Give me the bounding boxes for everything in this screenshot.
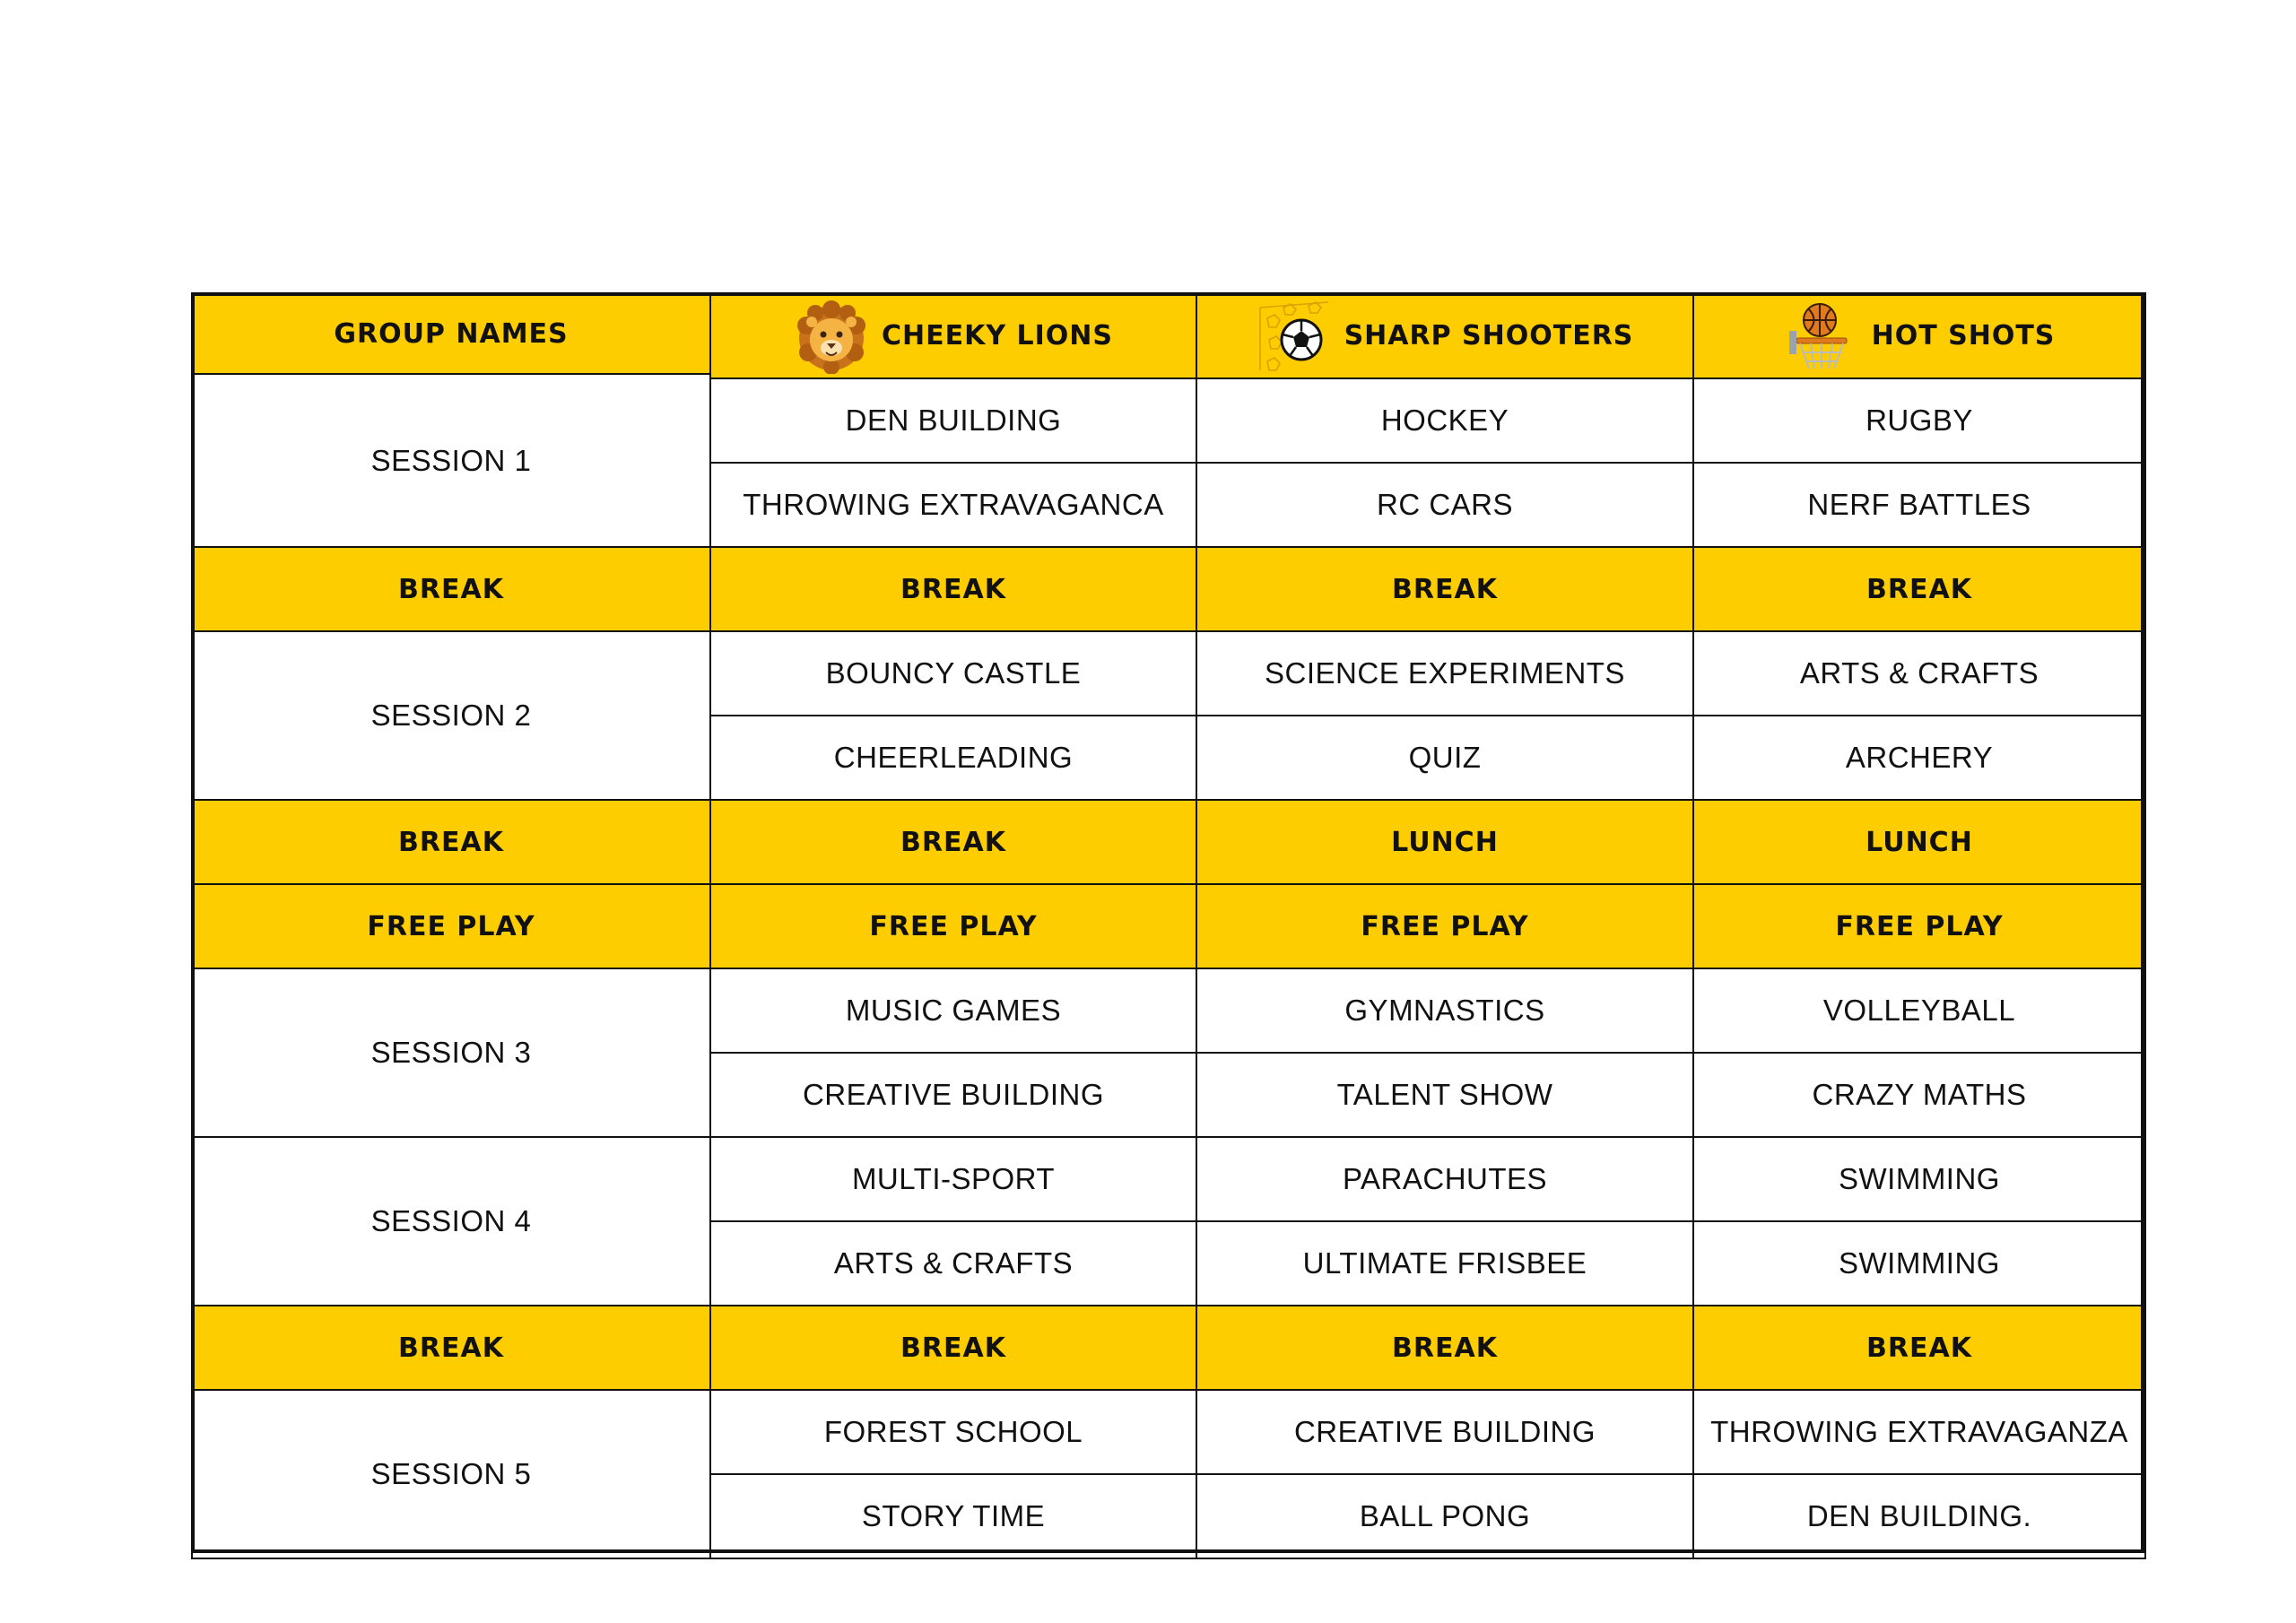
break-cell-break-label: BREAK [1866,573,1972,605]
activity-cell [1692,1220,2146,1306]
break-cell-break [709,799,1197,885]
activity-cell [709,1389,1197,1475]
break-label-break [191,799,711,885]
activity-cell-label: NERF BATTLES [1807,488,2031,521]
break-cell-break-label: BREAK [1392,1332,1498,1364]
group-names-header-label: GROUP NAMES [334,317,569,350]
break-cell-break-label: BREAK [1392,573,1498,605]
session-label-session-5 [191,1389,711,1559]
activity-cell [1196,1136,1694,1222]
activity-cell [1196,1052,1694,1138]
activity-cell-label: GYMNASTICS [1344,994,1545,1027]
break-label-break-label: BREAK [398,1332,504,1364]
break-cell-lunch [1196,799,1694,885]
activity-cell-label: DEN BUILDING [845,404,1062,437]
group-name: CHEEKY LIONS [881,320,1114,352]
break-label-free-play [191,883,711,969]
activity-cell-label: RUGBY [1866,404,1973,437]
activity-cell-label: HOCKEY [1380,404,1509,437]
activity-cell-label: CRAZY MATHS [1812,1078,2027,1111]
break-label-break [191,1305,711,1391]
activity-cell [1692,1389,2146,1475]
session-label-session-3 [191,968,711,1138]
activity-cell-label: ARCHERY [1845,741,1994,774]
activity-cell [1196,715,1694,801]
activity-cell [1196,1389,1694,1475]
group-header-hot-shots [1692,292,2146,379]
break-cell-break-label: BREAK [900,573,1006,605]
activity-cell-label: THROWING EXTRAVAGANCA [743,488,1164,521]
activity-cell-label: ULTIMATE FRISBEE [1302,1246,1587,1280]
break-label-break [191,546,711,632]
activity-cell [1196,462,1694,548]
activity-cell-label: QUIZ [1408,741,1482,774]
break-cell-break [709,1305,1197,1391]
break-label-free-play-label: FREE PLAY [367,910,535,942]
break-cell-break-label: BREAK [900,826,1006,858]
session-label-session-2-label: SESSION 2 [370,699,532,732]
activity-cell-label: DEN BUILDING. [1806,1499,2032,1532]
session-label-session-1 [191,373,711,548]
break-cell-free-play [1196,883,1694,969]
activity-cell-label: CREATIVE BUILDING [802,1078,1105,1111]
activity-cell [1692,1052,2146,1138]
basketball-hoop-icon [1784,299,1859,374]
activity-cell-label: VOLLEYBALL [1822,994,2016,1027]
activity-cell [709,715,1197,801]
session-label-session-4 [191,1136,711,1306]
group-header-content [1257,299,1634,374]
activity-cell [1692,378,2146,464]
break-label-break-label: BREAK [398,826,504,858]
group-name: SHARP SHOOTERS [1344,320,1634,352]
football-net-icon [1257,299,1332,374]
break-cell-break-label: BREAK [900,1332,1006,1364]
activity-cell [1196,1473,1694,1559]
break-cell-free-play [709,883,1197,969]
break-cell-break [1196,1305,1694,1391]
activity-cell-label: CREATIVE BUILDING [1293,1415,1596,1448]
break-cell-lunch-label: LUNCH [1391,826,1499,858]
activity-cell-label: THROWING EXTRAVAGANZA [1710,1415,2128,1448]
activity-cell-label: ARTS & CRAFTS [833,1246,1074,1280]
break-cell-break [1692,1305,2146,1391]
session-label-session-3-label: SESSION 3 [370,1036,532,1069]
activity-cell-label: MUSIC GAMES [845,994,1062,1027]
activity-cell [1196,968,1694,1054]
session-label-session-2 [191,630,711,801]
group-header-content [1784,299,2056,374]
activity-cell [709,1473,1197,1559]
session-label-session-4-label: SESSION 4 [370,1204,532,1237]
activity-cell [709,462,1197,548]
break-cell-lunch-label: LUNCH [1866,826,1973,858]
activity-cell [709,968,1197,1054]
activity-cell [709,630,1197,716]
activity-cell-label: PARACHUTES [1342,1162,1548,1195]
activity-cell [1692,1473,2146,1559]
session-label-session-1-label: SESSION 1 [370,443,532,477]
group-names-header [191,292,711,375]
activity-cell [1692,715,2146,801]
lion-icon [794,299,869,374]
break-cell-break [1692,546,2146,632]
activity-cell-label: SCIENCE EXPERIMENTS [1265,656,1625,690]
activity-cell [1692,1136,2146,1222]
activity-cell-label: TALENT SHOW [1336,1078,1553,1111]
break-cell-free-play [1692,883,2146,969]
activity-cell [709,1052,1197,1138]
break-cell-free-play-label: FREE PLAY [1361,910,1529,942]
break-cell-lunch [1692,799,2146,885]
activity-cell [1196,630,1694,716]
activity-cell-label: STORY TIME [861,1499,1046,1532]
group-header-content [794,299,1113,374]
activity-cell [1692,462,2146,548]
activity-cell [709,378,1197,464]
activity-cell-label: SWIMMING [1839,1162,2000,1195]
break-label-break-label: BREAK [398,573,504,605]
activity-cell-label: FOREST SCHOOL [823,1415,1083,1448]
activity-cell-label: SWIMMING [1839,1246,2000,1280]
activity-cell-label: ARTS & CRAFTS [1799,656,2039,690]
page-title: ACTIVITY SCHEDULE [529,115,1767,231]
break-cell-break [1196,546,1694,632]
activity-cell [709,1136,1197,1222]
break-cell-free-play-label: FREE PLAY [1835,910,2004,942]
activity-cell-label: CHEERLEADING [833,741,1074,774]
group-header-sharp-shooters [1196,292,1694,379]
activity-cell [1692,968,2146,1054]
activity-cell-label: MULTI-SPORT [851,1162,1056,1195]
activity-cell-label: BALL PONG [1359,1499,1531,1532]
break-cell-break-label: BREAK [1866,1332,1972,1364]
activity-cell [709,1220,1197,1306]
activity-cell [1196,1220,1694,1306]
activity-cell-label: BOUNCY CASTLE [825,656,1082,690]
activity-cell [1692,630,2146,716]
break-cell-break [709,546,1197,632]
group-header-cheeky-lions [709,292,1197,379]
session-label-session-5-label: SESSION 5 [370,1457,532,1490]
activity-cell [1196,378,1694,464]
break-cell-free-play-label: FREE PLAY [869,910,1038,942]
activity-cell-label: RC CARS [1376,488,1514,521]
group-name: HOT SHOTS [1871,320,2056,352]
